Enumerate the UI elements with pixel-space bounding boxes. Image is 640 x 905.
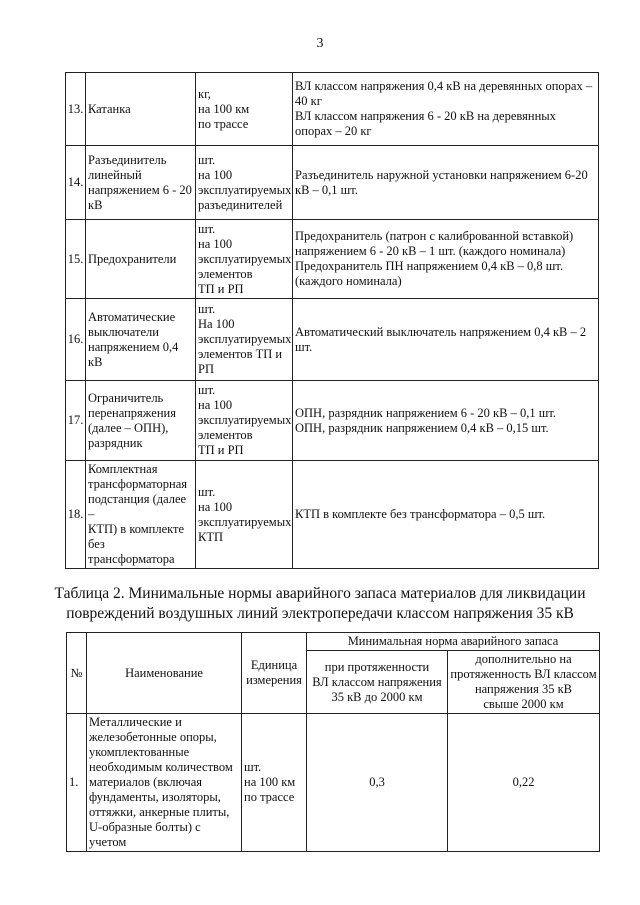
item-unit-line: по трассе	[244, 790, 295, 804]
row-number: 15.	[66, 220, 86, 299]
table-2-title-line: Таблица 2. Минимальные нормы аварийного запаса материалов для ликвидации	[54, 585, 586, 602]
item-name-line: Автоматические	[88, 309, 176, 324]
item-unit-line: кг,	[198, 86, 211, 101]
item-name-line: материалов (включая	[89, 775, 202, 789]
item-unit-line: на 100	[198, 167, 233, 182]
item-norm	[293, 220, 599, 299]
item-unit	[196, 299, 293, 381]
header-col-a-line: 35 кВ до 2000 км	[331, 689, 423, 704]
header-norm-group: Минимальная норма аварийного запаса	[307, 633, 600, 651]
table-row	[66, 299, 599, 381]
item-norm	[293, 146, 599, 220]
header-col-b-line: протяженность ВЛ классом	[450, 667, 597, 681]
table-row	[66, 381, 599, 461]
item-unit	[196, 461, 293, 569]
header-col-b-line: дополнительно на	[475, 652, 572, 666]
item-name-line: выключатели	[88, 324, 159, 339]
item-unit-line: КТП	[198, 529, 223, 544]
item-norm-line: ВЛ классом напряжения 0,4 кВ на деревянных опорах –	[295, 79, 593, 93]
item-norm-line: Разъединитель наружной установки напряжением 6-20	[295, 167, 588, 182]
item-unit	[196, 220, 293, 299]
row-number: 17.	[66, 381, 86, 461]
row-number: 18.	[66, 461, 86, 569]
item-unit-line: разъединителей	[198, 197, 283, 212]
item-unit-line: шт.	[198, 152, 216, 167]
header-col-b-line: напряжения 35 кВ	[474, 682, 573, 696]
materials-table-continued	[65, 72, 599, 569]
header-unit	[242, 633, 307, 714]
item-name	[86, 146, 196, 220]
item-norm-line: опорах – 20 кг	[295, 124, 372, 138]
item-unit-line: на 100	[198, 236, 233, 251]
row-number: 1.	[67, 714, 87, 852]
table-row	[67, 714, 600, 852]
page-number: 3	[316, 36, 324, 51]
item-norm-line: КТП в комплекте без трансформатора – 0,5 шт.	[295, 507, 546, 521]
item-norm-line: (каждого номинала)	[295, 274, 402, 288]
item-name-line: Катанка	[88, 101, 131, 116]
item-unit-line: элементов	[198, 266, 253, 281]
item-unit-line: шт.	[198, 383, 216, 397]
item-unit	[242, 714, 307, 852]
item-name-line: Разъединитель	[88, 152, 167, 167]
row-number: 16.	[66, 299, 86, 381]
header-col-a	[307, 651, 448, 714]
item-norm	[293, 299, 599, 381]
row-number: 13.	[66, 73, 86, 146]
item-unit-line: РП	[198, 362, 214, 376]
item-name	[86, 299, 196, 381]
item-unit-line: ТП и РП	[198, 443, 244, 457]
item-unit	[196, 381, 293, 461]
item-norm	[293, 381, 599, 461]
norm-value-a: 0,3	[307, 714, 448, 852]
header-name: Наименование	[87, 633, 242, 714]
item-norm	[293, 461, 599, 569]
header-unit-line: измерения	[246, 673, 302, 687]
item-name-line: оттяжки, анкерные плиты,	[89, 805, 230, 819]
item-norm-line: ОПН, разрядник напряжением 0,4 кВ – 0,15 шт.	[295, 420, 549, 435]
item-unit-line: шт.	[198, 484, 216, 499]
item-norm-line: кВ – 0,1 шт.	[295, 182, 358, 197]
item-name-line: Предохранители	[88, 251, 177, 266]
item-name-line: железобетонные опоры,	[89, 730, 217, 744]
emergency-reserve-table-35kv	[66, 632, 600, 852]
item-name-line: кВ	[88, 197, 103, 212]
item-norm-line: 40 кг	[295, 94, 322, 108]
item-unit-line: эксплуатируемых	[198, 251, 292, 266]
item-name-line: разрядник	[88, 435, 143, 450]
row-number: 14.	[66, 146, 86, 220]
item-norm-line: ВЛ классом напряжения 6 - 20 кВ на деревянных	[295, 109, 556, 123]
item-unit-line: по трассе	[198, 116, 249, 131]
item-name-line: напряжением 6 - 20	[88, 182, 192, 197]
header-num: №	[67, 633, 87, 714]
item-name-line: перенапряжения	[88, 405, 176, 420]
item-unit-line: шт.	[198, 302, 216, 316]
item-unit-line: На 100	[198, 317, 235, 331]
header-col-a-line: ВЛ классом напряжения	[312, 674, 442, 689]
item-unit-line: на 100	[198, 398, 233, 412]
item-name	[86, 381, 196, 461]
item-unit-line: элементов	[198, 428, 253, 442]
item-unit-line: на 100	[198, 499, 233, 514]
item-name-line: U-образные болты) с учетом	[89, 820, 201, 849]
item-norm-line: Автоматический выключатель напряжением 0,4 кВ – 2	[295, 324, 587, 339]
item-unit	[196, 73, 293, 146]
item-name-line: Ограничитель	[88, 390, 164, 405]
item-name-line: укомплектованные	[89, 745, 190, 759]
header-col-a-line: при протяженности	[324, 659, 430, 674]
table-2-title-line: повреждений воздушных линий электропередачи классом напряжения 35 кВ	[66, 605, 574, 622]
item-norm-line: Предохранитель (патрон с калиброванной вставкой)	[295, 229, 574, 243]
item-unit-line: элементов ТП и	[198, 347, 283, 361]
item-name-line: фундаменты, изоляторы,	[89, 790, 221, 804]
item-unit-line: эксплуатируемых	[198, 514, 292, 529]
item-name	[87, 714, 242, 852]
item-name-line: без трансформатора	[88, 537, 175, 566]
item-name-line: Комплектная	[88, 462, 158, 476]
item-norm-line: шт.	[295, 339, 313, 354]
item-name-line: (далее – ОПН),	[88, 420, 169, 435]
item-unit-line: эксплуатируемых	[198, 332, 292, 346]
item-unit-line: на 100 км	[198, 101, 250, 116]
table-row	[66, 461, 599, 569]
item-norm-line: Предохранитель ПН напряжением 0,4 кВ – 0,8 шт.	[295, 259, 564, 273]
table-2-title	[40, 584, 600, 624]
table-row	[66, 73, 599, 146]
item-name-line: кВ	[88, 354, 103, 369]
item-name	[86, 73, 196, 146]
item-name-line: линейный	[88, 167, 142, 182]
table-row	[66, 146, 599, 220]
header-col-b	[448, 651, 600, 714]
item-norm	[293, 73, 599, 146]
item-unit-line: шт.	[244, 760, 262, 774]
item-name-line: КТП) в комплекте	[88, 522, 185, 536]
table-row	[66, 220, 599, 299]
item-norm-line: ОПН, разрядник напряжением 6 - 20 кВ – 0,1 шт.	[295, 405, 556, 420]
item-name-line: напряжением 0,4	[88, 339, 179, 354]
item-unit-line: шт.	[198, 221, 216, 236]
header-unit-line: Единица	[250, 658, 298, 672]
item-name-line: Металлические и	[89, 715, 182, 729]
item-name-line: необходимым количеством	[89, 760, 233, 774]
item-unit-line: на 100 км	[244, 775, 296, 789]
item-name	[86, 461, 196, 569]
item-unit-line: ТП и РП	[198, 281, 244, 296]
item-name-line: подстанция (далее –	[88, 492, 187, 521]
item-norm-line: напряжением 6 - 20 кВ – 1 шт. (каждого номинала)	[295, 244, 566, 258]
header-col-b-line: свыше 2000 км	[483, 697, 564, 711]
item-name	[86, 220, 196, 299]
item-unit-line: эксплуатируемых	[198, 182, 292, 197]
item-unit	[196, 146, 293, 220]
norm-value-b: 0,22	[448, 714, 600, 852]
item-unit-line: эксплуатируемых	[198, 413, 292, 427]
item-name-line: трансформаторная	[88, 477, 188, 491]
